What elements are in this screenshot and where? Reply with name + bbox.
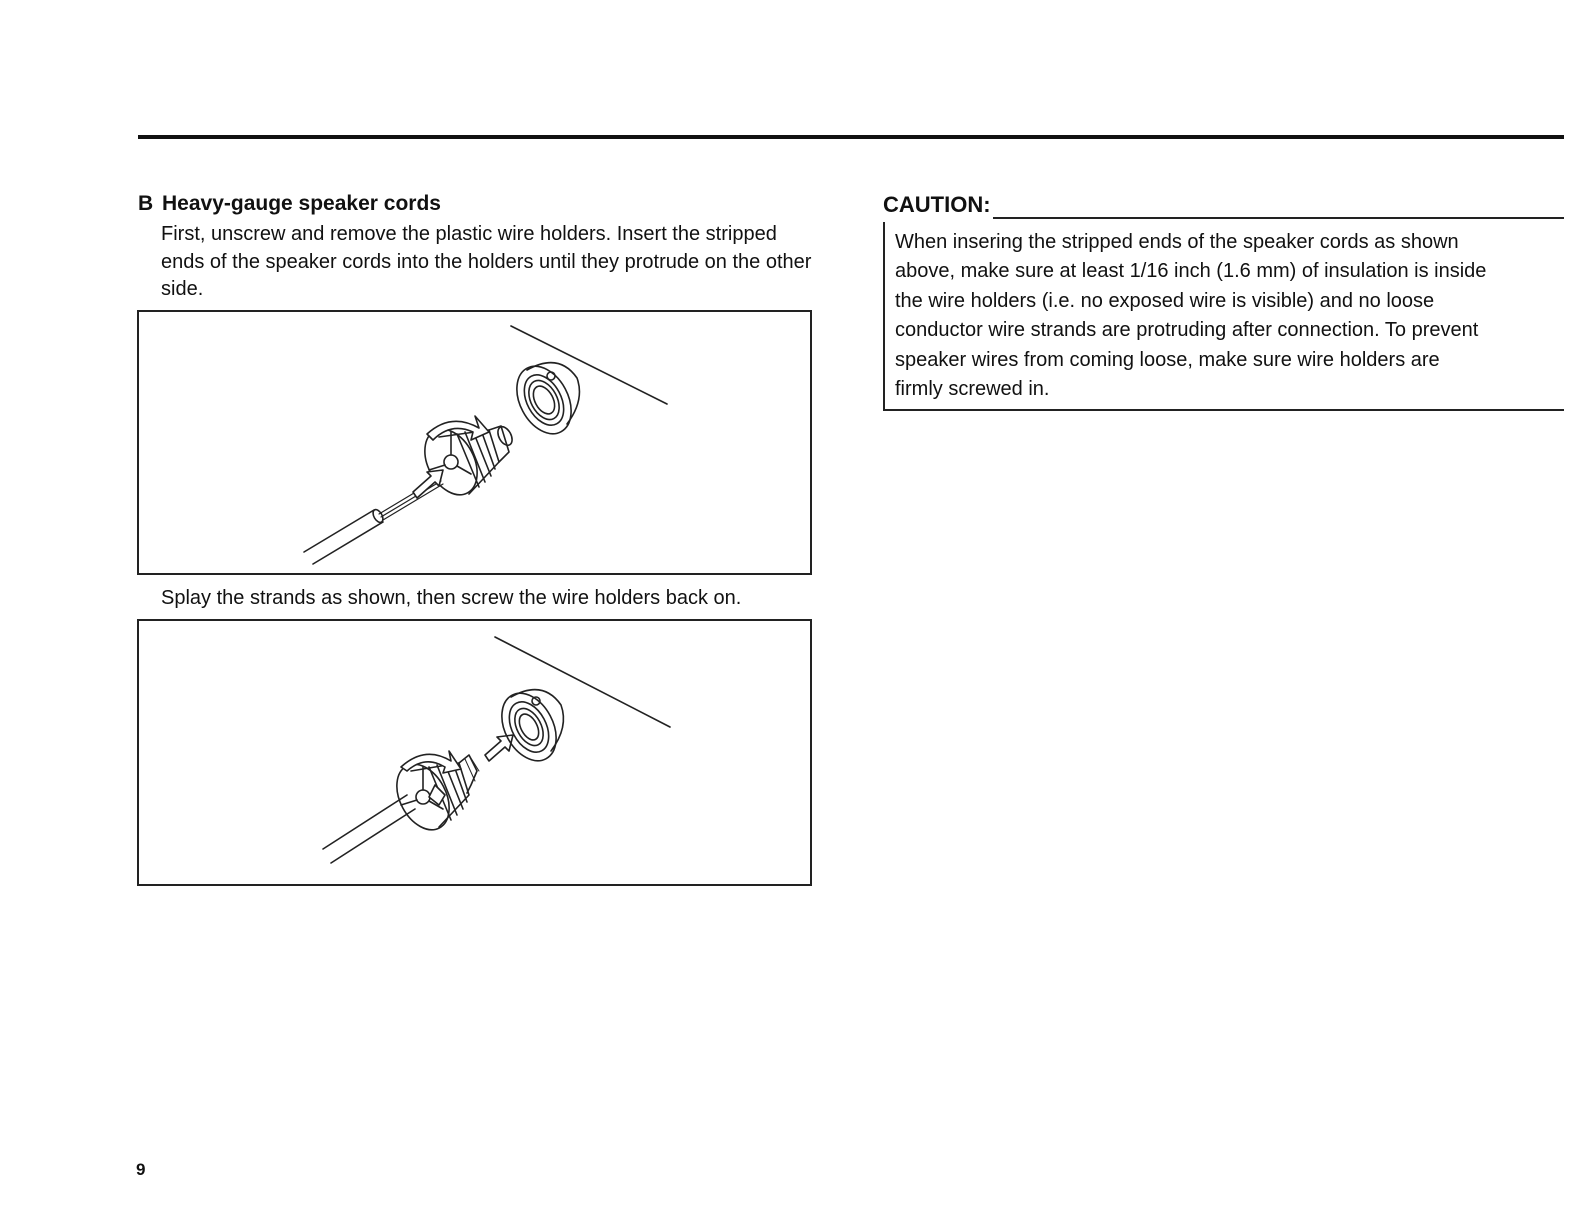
caution-text: When insering the stripped ends of the speaker cords as shown above, make sure at least 1/16 inch (1.6 mm) of insulation is inside the wire holders (i.e. no exposed wire is visible) and no loose conductor wire strands are protruding after connection. To prevent speaker wires from coming loose, make sure wire holders are firmly screwed in.: [895, 231, 1487, 401]
page-number: 9: [136, 1160, 146, 1179]
section-heading: [138, 192, 441, 216]
section-letter: B: [138, 192, 154, 215]
panel-edge-line: [511, 326, 667, 404]
wire-strand-2: [381, 481, 441, 517]
insert-wire-illustration: [139, 312, 810, 573]
caution-title: CAUTION:: [883, 192, 991, 217]
caution-box: [883, 222, 1564, 411]
rotate-arrow: [401, 751, 461, 773]
wire-strand-3: [383, 484, 443, 520]
splay-paragraph: Splay the strands as shown, then screw the wire holders back on.: [161, 587, 742, 609]
panel-edge-line: [495, 637, 670, 727]
insert-arrow: [413, 470, 443, 498]
figure-insert-wire: [137, 310, 812, 575]
figure-splay-strands: [137, 619, 812, 886]
cap-face: [491, 684, 567, 770]
holder-center: [444, 455, 458, 469]
cord-outline-bottom: [313, 522, 383, 564]
holder-center: [416, 790, 430, 804]
caution-underline: [993, 217, 1564, 219]
section-title: Heavy-gauge speaker cords: [162, 192, 441, 215]
holder-neck: [489, 426, 509, 462]
splay-strands-illustration: [139, 621, 810, 884]
intro-paragraph: First, unscrew and remove the plastic wire holders. Insert the stripped ends of the speaker cords into the holders until they protrude on the other side.: [161, 223, 812, 300]
top-rule: [138, 135, 1564, 139]
cord-outline-top: [304, 510, 374, 552]
